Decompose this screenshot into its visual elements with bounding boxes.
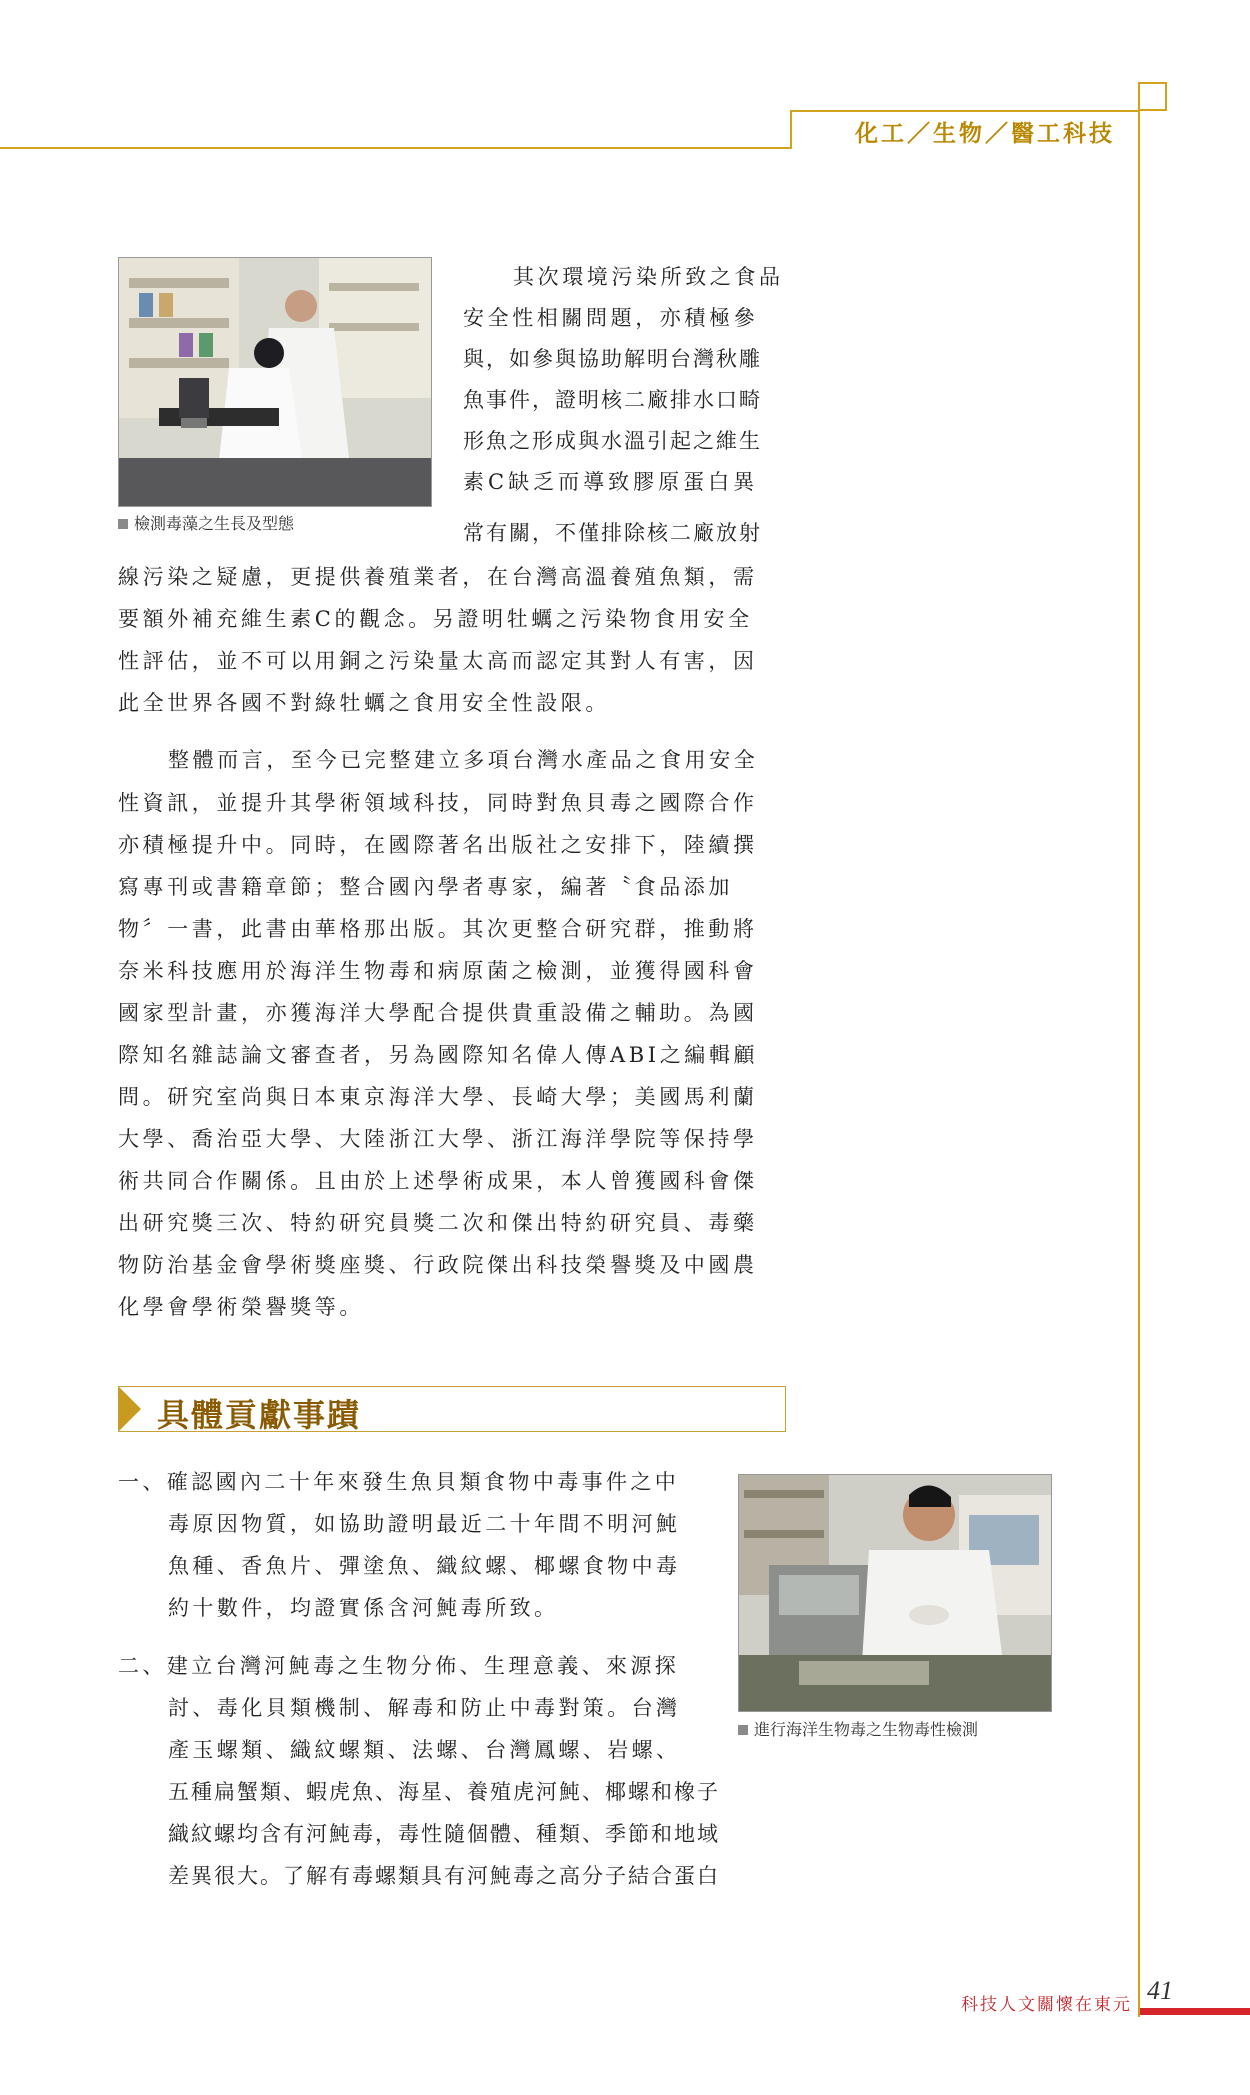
paragraph1-line: 常有關，不僅排除核二廠放射 [463, 521, 762, 545]
item2-line: 五種扁蟹類、蝦虎魚、海星、養殖虎河魨、椰螺和橡子 [168, 1780, 720, 1804]
paragraph1-line: 此全世界各國不對綠牡蠣之食用安全性設限。 [118, 691, 610, 715]
header-category: 化工／生物／醫工科技 [855, 121, 1115, 147]
item2-line: 產玉螺類、織紋螺類、法螺、台灣鳳螺、岩螺、 [168, 1738, 681, 1762]
triangle-arrow-icon [119, 1387, 141, 1431]
lab-photo-right [738, 1474, 1052, 1712]
section-heading [118, 1386, 786, 1432]
paragraph2-line: 出研究獎三次、特約研究員獎二次和傑出特約研究員、毒藥 [118, 1211, 758, 1235]
item2-line: 差異很大。了解有毒螺類具有河魨毒之高分子結合蛋白 [168, 1864, 720, 1888]
paragraph1-line: 其次環境污染所致之食品 [513, 265, 784, 289]
caption-text: 進行海洋生物毒之生物毒性檢測 [754, 1720, 979, 1739]
margin-rule [1138, 82, 1140, 2017]
item1-line: 魚種、香魚片、彈塗魚、織紋螺、椰螺食物中毒 [168, 1554, 681, 1578]
item1-line: 一、確認國內二十年來發生魚貝類食物中毒事件之中 [118, 1470, 680, 1494]
paragraph1-line: 魚事件，證明核二廠排水口畸 [463, 388, 762, 412]
paragraph2-line: 寫專刊或書籍章節；整合國內學者專家，編著〝食品添加 [118, 875, 733, 899]
item2-line: 討、毒化貝類機制、解毒和防止中毒對策。台灣 [168, 1696, 681, 1720]
page-number: 41 [1147, 1976, 1173, 2005]
paragraph2-line: 性資訊，並提升其學術領域科技，同時對魚貝毒之國際合作 [118, 791, 758, 815]
paragraph2-line: 術共同合作關係。且由於上述學術成果，本人曾獲國科會傑 [118, 1169, 758, 1193]
footer-slogan: 科技人文關懷在東元 [961, 1995, 1132, 2015]
paragraph1-line: 要額外補充維生素C的觀念。另證明牡蠣之污染物食用安全 [118, 607, 753, 631]
paragraph2-line: 國家型計畫，亦獲海洋大學配合提供貴重設備之輔助。為國 [118, 1001, 758, 1025]
section-title: 具體貢獻事蹟 [157, 1396, 362, 1434]
corner-box [1138, 82, 1167, 111]
lab-photo-top [118, 257, 432, 507]
item1-line: 毒原因物質，如協助證明最近二十年間不明河魨 [168, 1512, 681, 1536]
paragraph1-line: 與，如參與協助解明台灣秋雕 [463, 347, 762, 371]
paragraph1-line: 形魚之形成與水溫引起之維生 [463, 429, 762, 453]
paragraph2-line: 整體而言，至今已完整建立多項台灣水產品之食用安全 [168, 748, 759, 772]
paragraph2-line: 際知名雜誌論文審查者，另為國際知名偉人傳ABI之編輯顧 [118, 1043, 759, 1067]
paragraph2-line: 物〞一書，此書由華格那出版。其次更整合研究群，推動將 [118, 917, 758, 941]
caption-bullet-icon [118, 519, 128, 529]
header-step-top [790, 110, 1140, 112]
paragraph1-line: 安全性相關問題，亦積極參 [463, 306, 759, 330]
paragraph2-line: 亦積極提升中。同時，在國際著名出版社之安排下，陸續撰 [118, 833, 758, 857]
item1-line: 約十數件，均證實係含河魨毒所致。 [168, 1596, 559, 1620]
footer-red-bar [1140, 2008, 1250, 2015]
item2-line: 二、建立台灣河魨毒之生物分佈、生理意義、來源探 [118, 1654, 680, 1678]
photo-caption-right [738, 1717, 978, 1740]
paragraph2-line: 大學、喬治亞大學、大陸浙江大學、浙江海洋學院等保持學 [118, 1127, 758, 1151]
paragraph2-line: 化學會學術榮譽獎等。 [118, 1295, 364, 1319]
item2-line: 織紋螺均含有河魨毒，毒性隨個體、種類、季節和地域 [168, 1822, 720, 1846]
header-rule [0, 147, 792, 149]
caption-text: 檢測毒藻之生長及型態 [134, 514, 295, 533]
paragraph2-line: 奈米科技應用於海洋生物毒和病原菌之檢測，並獲得國科會 [118, 959, 758, 983]
paragraph1-line: 素C缺乏而導致膠原蛋白異 [463, 470, 759, 494]
photo-caption-top [118, 511, 294, 534]
paragraph1-line: 性評估，並不可以用銅之污染量太高而認定其對人有害，因 [118, 649, 758, 673]
paragraph2-line: 問。研究室尚與日本東京海洋大學、長崎大學；美國馬利蘭 [118, 1085, 758, 1109]
paragraph2-line: 物防治基金會學術獎座獎、行政院傑出科技榮譽獎及中國農 [118, 1253, 758, 1277]
header-step-vertical [790, 110, 792, 149]
paragraph1-line: 線污染之疑慮，更提供養殖業者，在台灣高溫養殖魚類，需 [118, 565, 758, 589]
caption-bullet-icon [738, 1725, 748, 1735]
